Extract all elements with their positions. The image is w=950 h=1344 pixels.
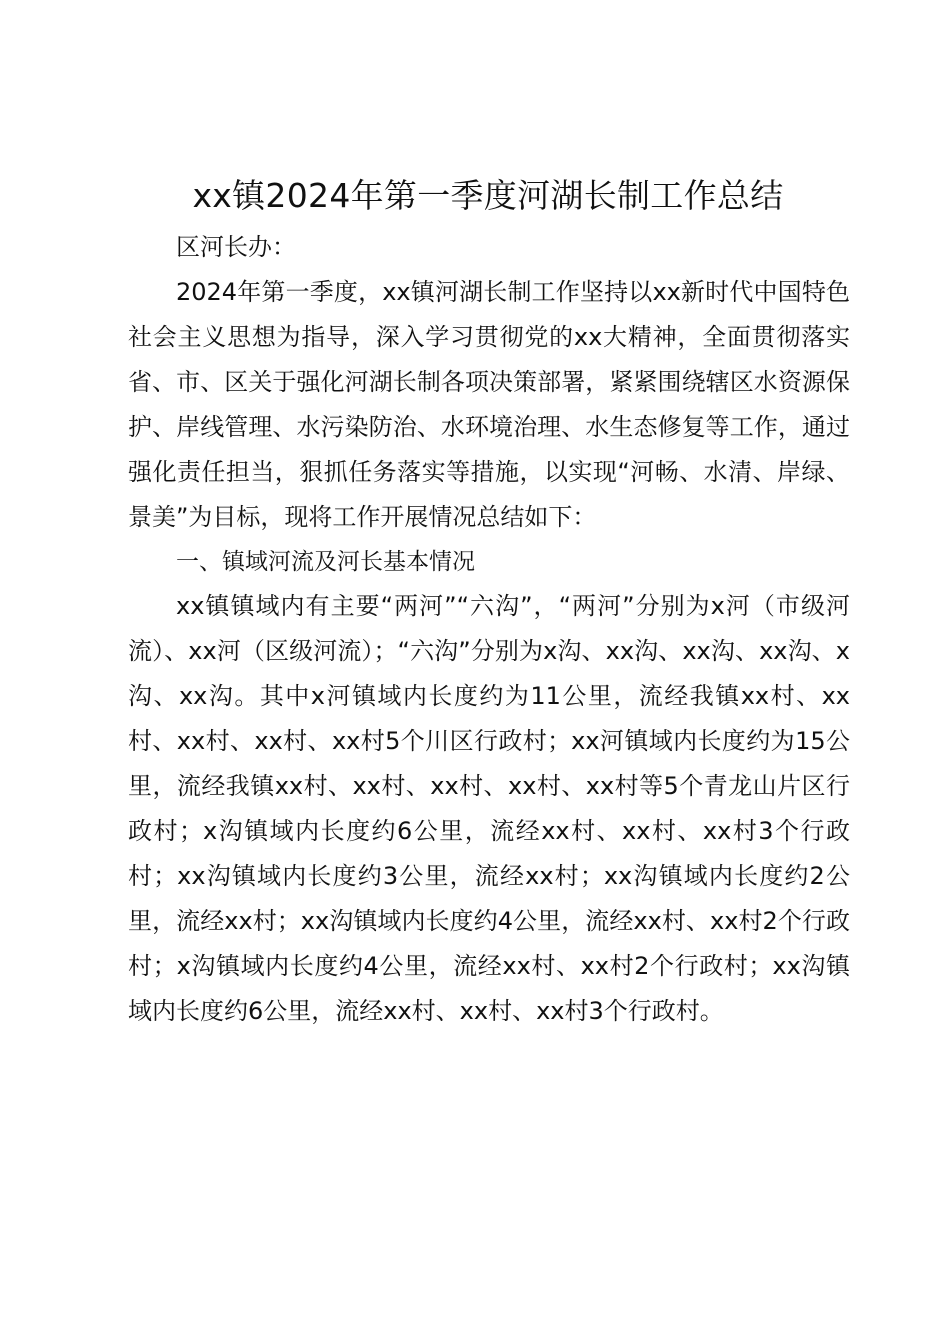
addressee: 区河长办：	[176, 233, 296, 261]
document-body	[128, 225, 850, 1034]
section-heading: 一、镇域河流及河长基本情况	[176, 549, 475, 575]
intro-paragraph: 2024年第一季度，xx镇河湖长制工作坚持以xx新时代中国特色社会主义思想为指导，深入学习贯彻党的xx大精神，全面贯彻落实省、市、区关于强化河湖长制各项决策部署，紧紧围绕辖区水资源保护、岸线管理、水污染防治、水环境治理、水生态修复等工作，通过强化责任担当，狠抓任务落实等措施，以实现“河畅、水清、岸绿、景美”为目标，现将工作开展情况总结如下：	[128, 278, 850, 531]
section-paragraph: xx镇镇域内有主要“两河”“六沟”，“两河”分别为x河（市级河流）、xx河（区级河流）；“六沟”分别为x沟、xx沟、xx沟、xx沟、x沟、xx沟。其中x河镇域内长度约为11公里，流经我镇xx村、xx村、xx村、xx村、xx村5个川区行政村；xx河镇域内长度约为15公里，流经我镇xx村、xx村、xx村、xx村、xx村等5个青龙山片区行政村；x沟镇域内长度约6公里，流经xx村、xx村、xx村3个行政村；xx沟镇域内长度约3公里，流经xx村；xx沟镇域内长度约2公里，流经xx村；xx沟镇域内长度约4公里，流经xx村、xx村2个行政村；x沟镇域内长度约4公里，流经xx村、xx村2个行政村；xx沟镇域内长度约6公里，流经xx村、xx村、xx村3个行政村。	[128, 592, 850, 1025]
document-title: xx镇2024年第一季度河湖长制工作总结	[192, 176, 784, 215]
